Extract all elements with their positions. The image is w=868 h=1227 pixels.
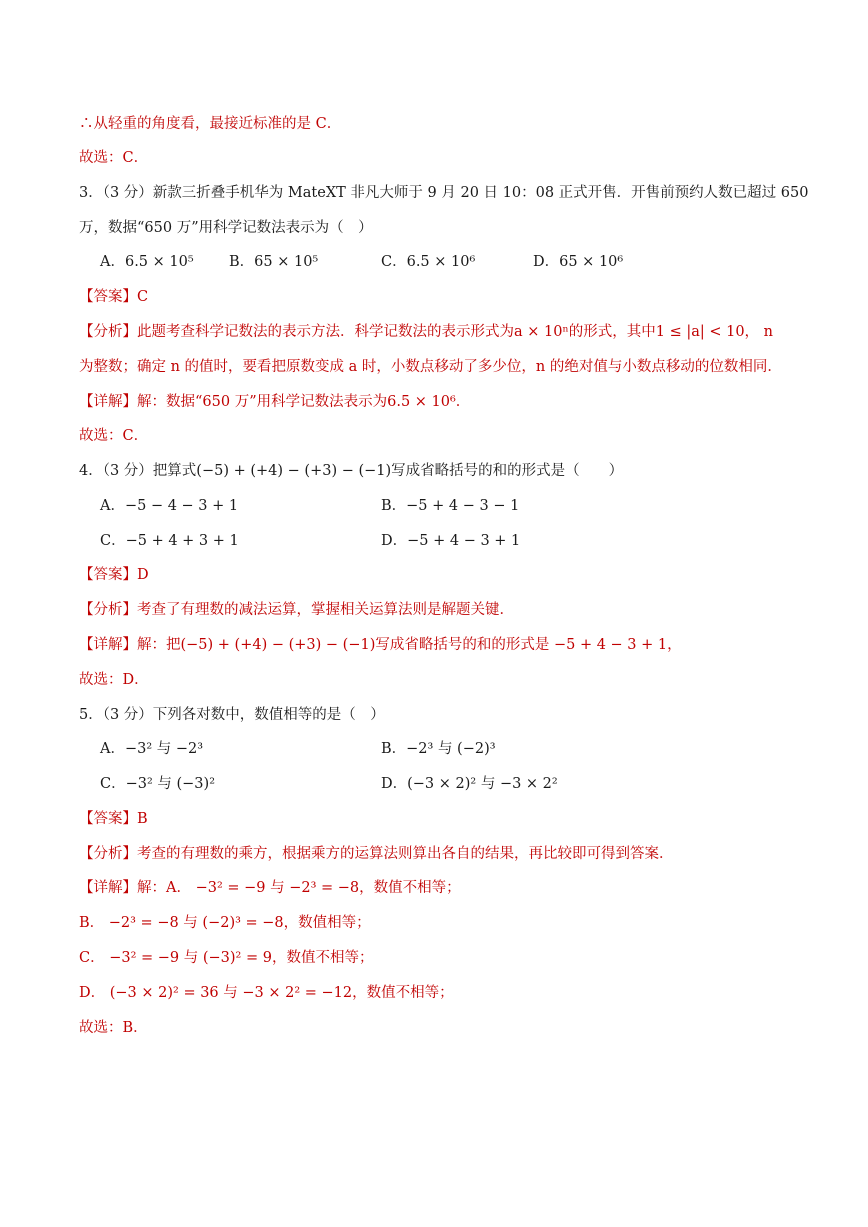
q4-detail: 【详解】解：把(−5) + (+4) − (+3) − (−1)写成省略括号的和的形式是 −5 + 4 − 3 + 1， xyxy=(79,637,682,653)
q5-detail-b: B． −2³ = −8 与 (−2)³ = −8，数值相等； xyxy=(79,915,371,931)
question-4-stem: 4．（3 分）把算式(−5) + (+4) − (+3) − (−1)写成省略括号的和的形式是（ ） xyxy=(79,463,624,479)
question-3-stem-cont: 万，数据“650 万”用科学记数法表示为（ ） xyxy=(79,220,373,236)
q3-analysis-cont: 为整数；确定 n 的值时，要看把原数变成 a 时，小数点移动了多少位，n 的绝对值与小数点移动的位数相同． xyxy=(79,359,782,375)
q5-selection: 故选：B． xyxy=(79,1020,148,1036)
q4-option-c: C．−5 + 4 + 3 + 1 xyxy=(100,533,239,549)
q3-detail: 【详解】解：数据“650 万”用科学记数法表示为6.5 × 10⁶． xyxy=(79,394,471,410)
q5-detail: 【详解】解：A． −3² = −9 与 −2³ = −8，数值不相等； xyxy=(79,880,461,896)
q5-option-d: D．(−3 × 2)² 与 −3 × 2² xyxy=(381,776,558,792)
question-3-stem: 3．（3 分）新款三折叠手机华为 MateXT 非凡大师于 9 月 20 日 10：08 正式开售．开售前预约人数已超过 650 xyxy=(79,185,809,201)
q4-option-b: B．−5 + 4 − 3 − 1 xyxy=(381,498,520,514)
q3-option-a: A．6.5 × 10⁵ xyxy=(100,254,194,270)
q4-option-d: D．−5 + 4 − 3 + 1 xyxy=(381,533,521,549)
q5-analysis: 【分析】考查的有理数的乘方，根据乘方的运算法则算出各自的结果，再比较即可得到答案． xyxy=(79,846,674,862)
q3-option-d: D．65 × 10⁶ xyxy=(533,254,624,270)
q3-option-c: C．6.5 × 10⁶ xyxy=(381,254,476,270)
q5-detail-c: C． −3² = −9 与 (−3)² = 9，数值不相等； xyxy=(79,950,374,966)
q4-analysis: 【分析】考查了有理数的减法运算，掌握相关运算法则是解题关键． xyxy=(79,602,514,618)
q5-option-b: B．−2³ 与 (−2)³ xyxy=(381,741,496,757)
q4-option-a: A．−5 − 4 − 3 + 1 xyxy=(100,498,239,514)
q4-selection: 故选：D． xyxy=(79,672,149,688)
selection-line: 故选：C． xyxy=(79,150,149,166)
q3-option-b: B．65 × 10⁵ xyxy=(229,254,319,270)
q5-answer: 【答案】B xyxy=(79,811,148,827)
question-5-stem: 5．（3 分）下列各对数中，数值相等的是（ ） xyxy=(79,707,385,723)
q3-answer: 【答案】C xyxy=(79,289,149,305)
q5-option-c: C．−3² 与 (−3)² xyxy=(100,776,216,792)
q3-analysis: 【分析】此题考查科学记数法的表示方法．科学记数法的表示形式为a × 10ⁿ的形式，其中1 ≤ |a| < 10， n xyxy=(79,324,774,340)
q3-selection: 故选：C． xyxy=(79,428,149,444)
q4-answer: 【答案】D xyxy=(79,567,149,583)
q5-option-a: A．−3² 与 −2³ xyxy=(100,741,204,757)
conclusion-line: ∴从轻重的角度看，最接近标准的是 C． xyxy=(79,116,342,132)
q5-detail-d: D． (−3 × 2)² = 36 与 −3 × 2² = −12，数值不相等； xyxy=(79,985,454,1001)
